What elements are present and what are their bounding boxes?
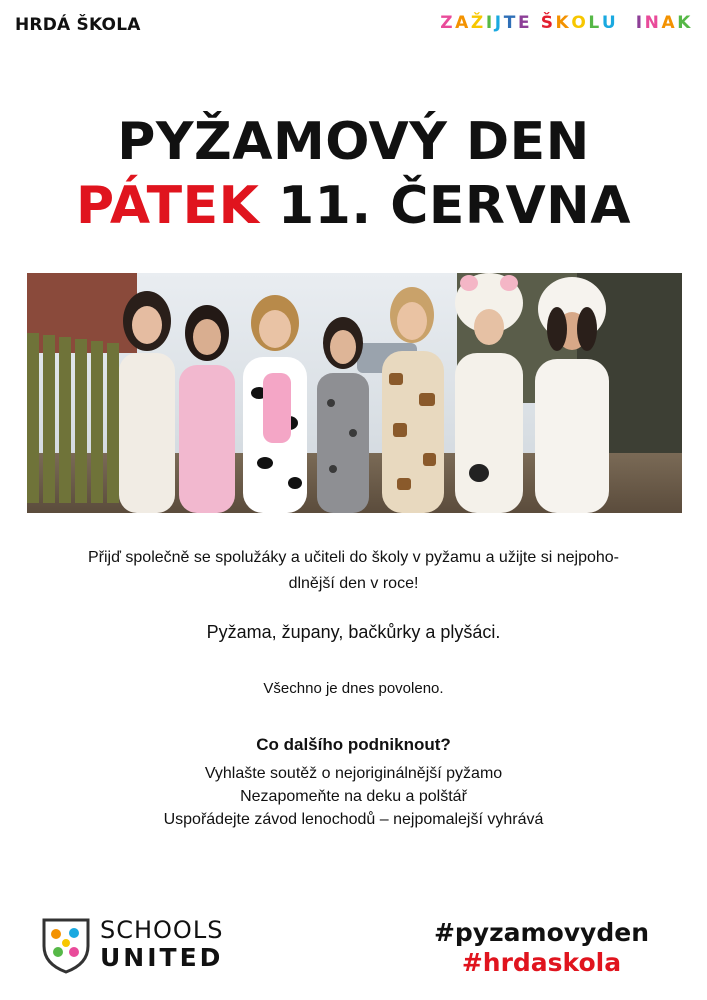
ideas-list <box>0 762 707 831</box>
page-title <box>0 110 707 238</box>
brand-label: HRDÁ ŠKOLA <box>15 15 141 35</box>
items-paragraph: Pyžama, župany, bačkůrky a plyšáci. <box>206 622 501 642</box>
title-line-1: PYŽAMOVÝ DEN <box>117 112 590 172</box>
tagline-letter: Ž <box>470 13 486 33</box>
tagline-letter: Š <box>540 13 556 33</box>
tagline-letter: A <box>661 13 678 33</box>
intro-line-1: Přijď společně se spolužáky a učiteli do školy v pyžamu a užijte si nejpoho- <box>88 549 619 566</box>
title-day: PÁTEK <box>76 176 260 236</box>
list-item: Vyhlašte soutěž o nejoriginálnější pyžamo <box>204 765 503 782</box>
tagline-letter: L <box>588 13 602 33</box>
logo-line-2: UNITED <box>100 943 224 972</box>
list-item: Uspořádejte závod lenochodů – nejpomalejší vyhrává <box>163 811 544 828</box>
hashtag-hrdaskola: #hrdaskola <box>461 948 622 977</box>
tagline-letter: K <box>555 13 572 33</box>
logo-wordmark <box>100 916 223 972</box>
tagline-letter: K <box>677 13 693 33</box>
title-line-2 <box>0 174 707 238</box>
logo-line-1: SCHOOLS <box>100 916 224 944</box>
pajama-group-image <box>27 273 682 513</box>
tagline-letter: I <box>635 13 645 33</box>
shield-icon <box>40 916 92 974</box>
tagline-letter <box>618 13 627 33</box>
tagline-letter: O <box>571 13 589 33</box>
tagline-letter: J <box>494 13 504 33</box>
intro-line-2: dlnější den v roce! <box>288 575 419 592</box>
hashtag-pyzamovyden: #pyzamovyden <box>433 918 649 947</box>
group-photo <box>27 273 682 513</box>
tagline-letter: E <box>517 13 533 33</box>
tagline-letter <box>532 13 541 33</box>
tagline-letter: J <box>626 13 636 33</box>
tagline-letter: N <box>644 13 662 33</box>
allowed-paragraph: Všechno je dnes povoleno. <box>263 680 444 697</box>
hashtags <box>434 918 649 978</box>
title-date: 11. ČERVNA <box>259 176 631 236</box>
tagline-letter: T <box>503 13 518 33</box>
ideas-heading: Co dalšího podniknout? <box>256 735 451 754</box>
schools-united-logo <box>40 914 240 978</box>
tagline-letter: Z <box>440 13 456 33</box>
intro-paragraph <box>0 545 707 597</box>
list-item: Nezapomeňte na deku a polštář <box>240 788 467 805</box>
tagline-letter: A <box>455 13 471 33</box>
tagline-letter: U <box>601 13 619 33</box>
tagline-letter: I <box>485 13 495 33</box>
tagline <box>440 13 693 33</box>
